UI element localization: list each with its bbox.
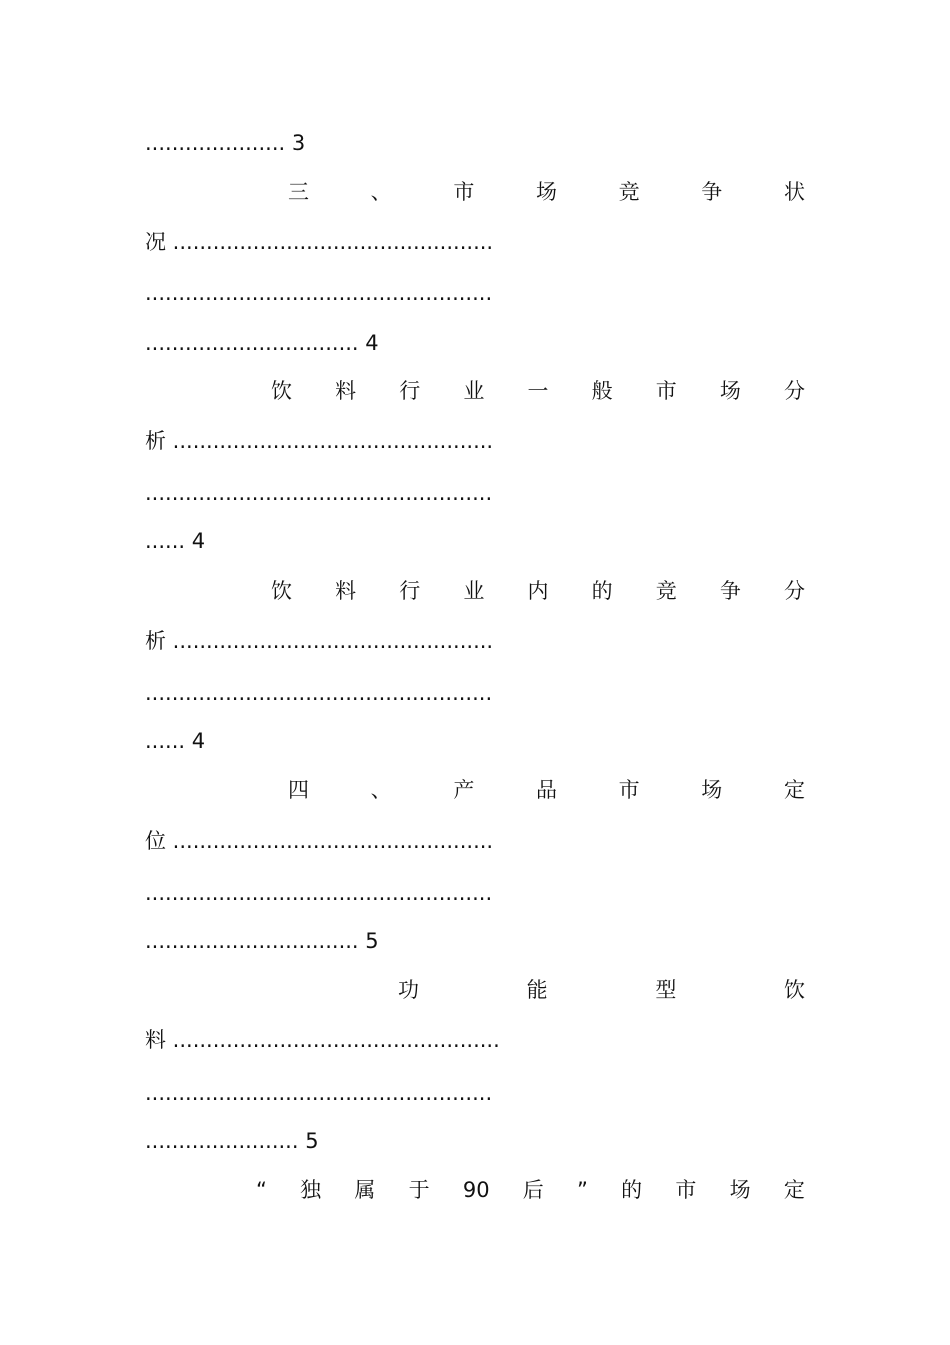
toc-char: 、 [370,778,392,802]
toc-line: .................................................... [145,1081,493,1105]
toc-char: 市 [618,778,640,802]
toc-line: ...... 4 [145,529,206,553]
toc-char: 市 [453,180,475,204]
toc-line: .................................................... [145,881,493,905]
toc-char: 三 [288,180,309,204]
toc-char: 型 [655,978,677,1002]
toc-heading-product-positioning [288,778,805,802]
toc-char: “ [256,1178,267,1202]
toc-heading-industry-general [271,379,805,403]
toc-char: 产 [453,778,475,802]
toc-heading-functional-drink [398,978,805,1002]
toc-char: 一 [527,379,549,403]
toc-char: 品 [535,778,557,802]
toc-char: 功 [398,978,419,1002]
toc-char: 的 [591,579,613,603]
toc-char: 后 [522,1178,544,1202]
toc-char: 内 [527,579,549,603]
toc-char: 行 [399,379,421,403]
toc-line: ................................ 4 [145,331,379,355]
toc-char: 分 [784,379,805,403]
toc-char: 竞 [655,579,677,603]
toc-heading-post90-positioning [256,1178,805,1202]
toc-char: 般 [591,379,613,403]
toc-char: 四 [288,778,309,802]
toc-line: ...... 4 [145,729,206,753]
toc-char: 场 [701,778,723,802]
toc-char: 、 [370,180,392,204]
toc-char: 业 [463,379,485,403]
toc-line: .................................................... [145,681,493,705]
toc-char: 状 [783,180,805,204]
toc-char: 的 [621,1178,643,1202]
toc-char: 市 [675,1178,697,1202]
toc-char: 市 [655,379,677,403]
toc-char: 业 [463,579,485,603]
toc-line: ....................... 5 [145,1129,319,1153]
toc-char: 料 [335,579,357,603]
toc-char: 场 [729,1178,751,1202]
toc-char: 饮 [783,978,805,1002]
toc-char: 场 [535,180,557,204]
toc-char: ” [577,1178,588,1202]
toc-char: 饮 [271,379,292,403]
toc-line: 位 ................................................ [145,829,494,853]
toc-char: 属 [354,1178,376,1202]
toc-heading-industry-competition [271,579,805,603]
toc-char: 90 [462,1178,490,1202]
toc-char: 定 [783,1178,805,1202]
toc-char: 定 [783,778,805,802]
toc-char: 独 [300,1178,322,1202]
toc-char: 于 [408,1178,430,1202]
toc-char: 争 [719,579,741,603]
toc-char: 竞 [618,180,640,204]
toc-char: 行 [399,579,421,603]
toc-line: 析 ................................................ [145,629,494,653]
toc-char: 分 [784,579,805,603]
toc-char: 能 [526,978,548,1002]
toc-line: 料 ................................................. [145,1028,500,1052]
toc-line: ................................ 5 [145,929,379,953]
toc-char: 争 [701,180,723,204]
toc-line: 况 ................................................ [145,230,494,254]
toc-line: .................................................... [145,281,493,305]
toc-char: 饮 [271,579,292,603]
toc-char: 料 [335,379,357,403]
toc-line: 析 ................................................ [145,429,494,453]
toc-char: 场 [719,379,741,403]
toc-heading-market-competition [288,180,805,204]
toc-line: .................................................... [145,481,493,505]
toc-line: ..................... 3 [145,131,306,155]
